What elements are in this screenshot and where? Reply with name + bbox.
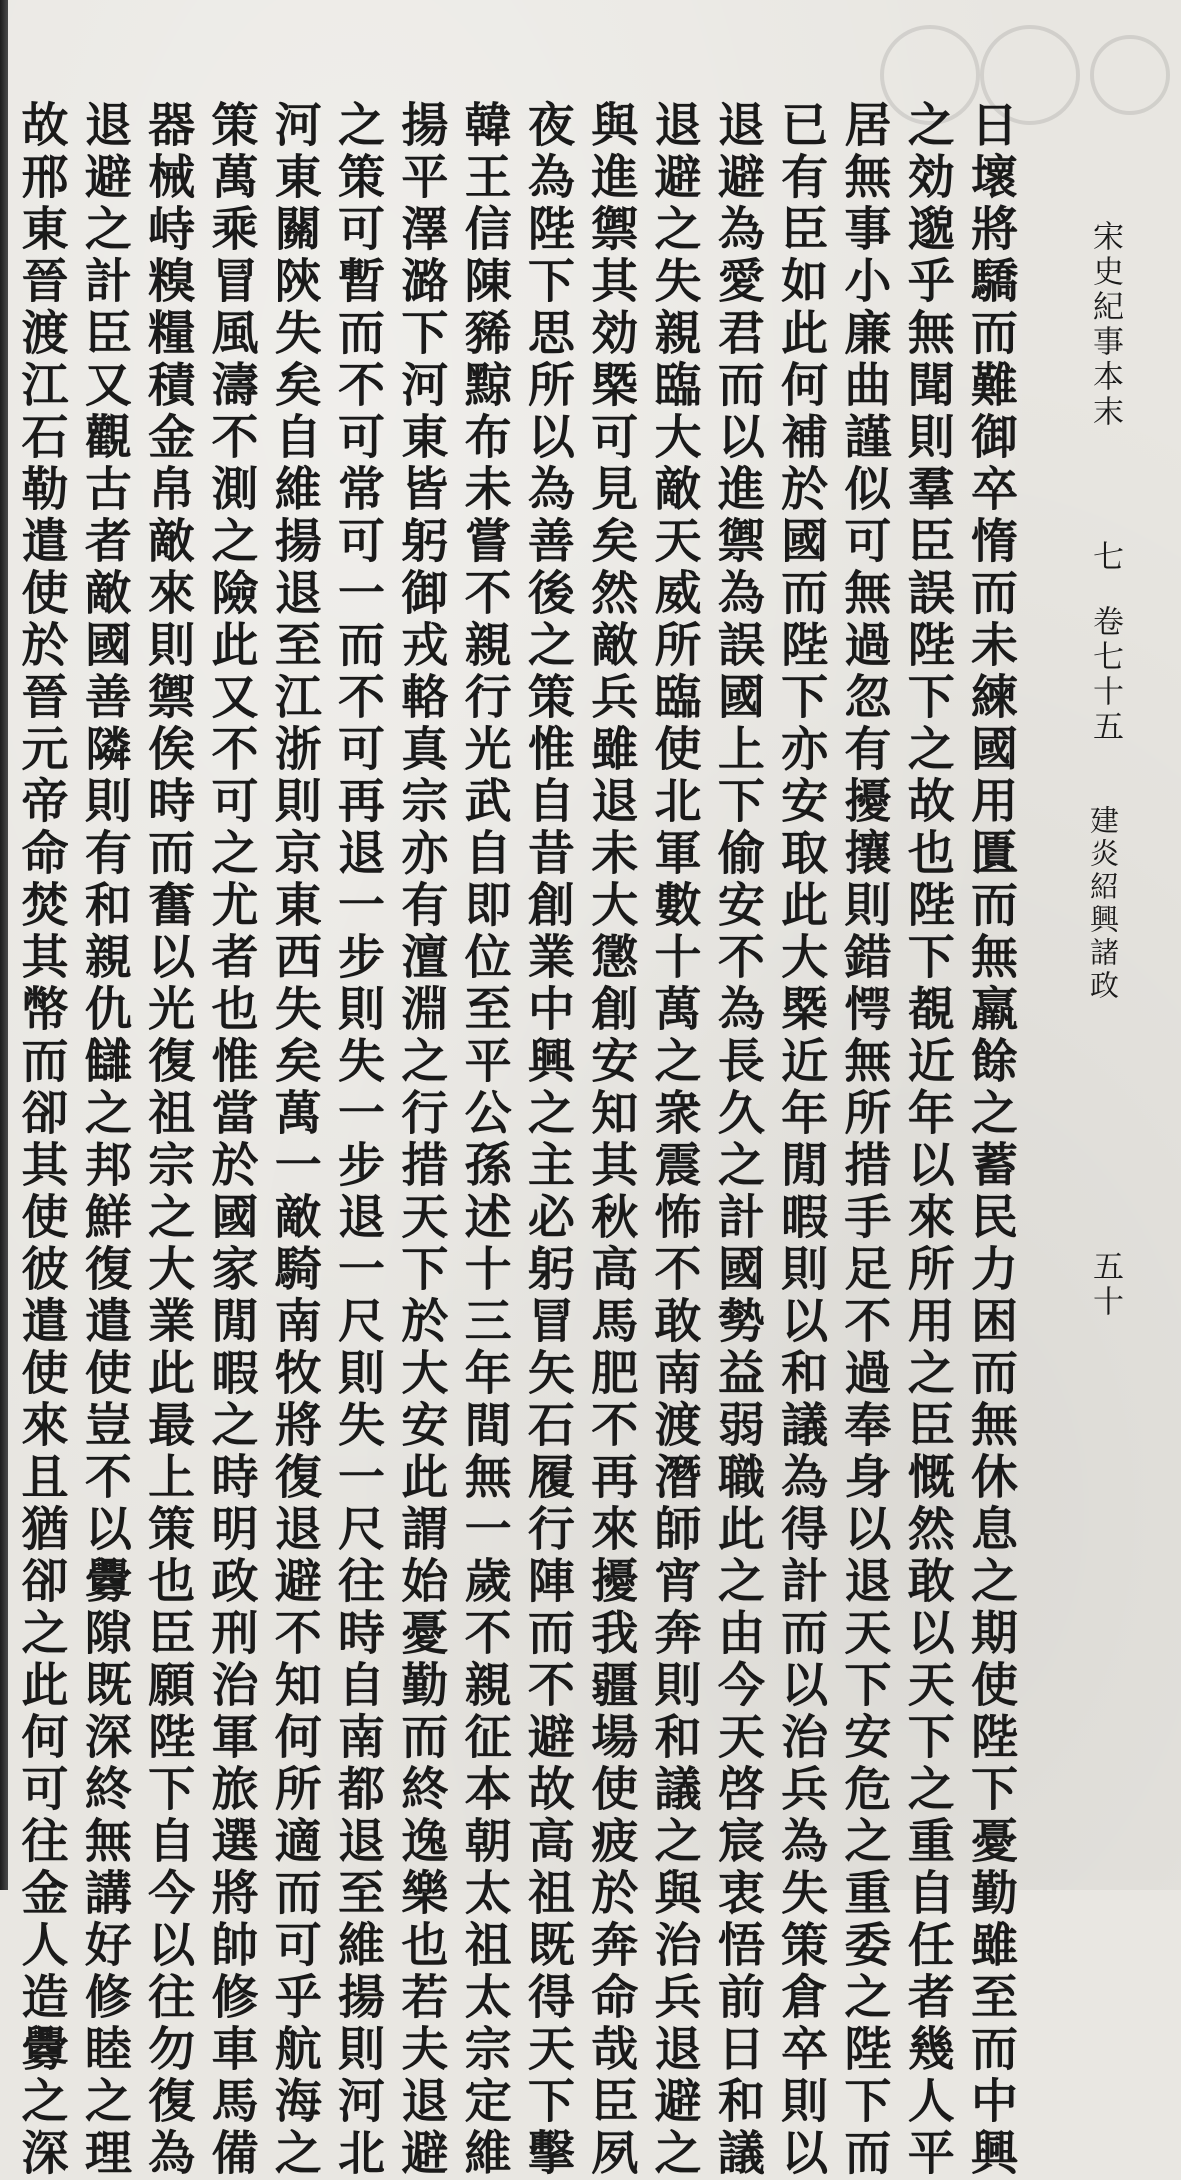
text-column: 河東關陝失矣自維揚退至江浙則京東西失矣萬一敵騎南牧將復退避不知何所適而可乎航海之 xyxy=(266,100,322,2180)
text-column: 與進禦其効槩可見矣然敵兵雖退未大懲創安知其秋高馬肥不再來擾我疆場使疲於奔命哉臣夙 xyxy=(583,100,639,2180)
text-column: 已有臣如此何補於國而陛下亦安取此大槩近年閒暇則以和議為得計而以治兵為失策倉卒則以 xyxy=(773,100,829,2180)
text-column: 夜為陛下思所以為善後之策惟自昔創業中興之主必躬冒矢石履行陣而不避故高祖既得天下擊 xyxy=(519,100,575,2180)
text-column: 之効邈乎無聞則羣臣誤陛下之故也陛下覩近年以來所用之臣慨然敢以天下之重自任者幾人平 xyxy=(899,100,955,2180)
running-header xyxy=(1075,200,1135,1500)
section-subject: 建炎紹興諸政 xyxy=(1086,805,1120,1003)
main-text-body xyxy=(13,100,1022,2180)
page-number: 五十 xyxy=(1087,1250,1123,1320)
book-title: 宋史紀事本末 xyxy=(1087,220,1123,430)
text-column: 策萬乘冒風濤不測之險此又不可之尤者也惟當於國家閒暇之時明政刑治軍旅選將帥修車馬備 xyxy=(203,100,259,2180)
text-column: 揚平澤潞下河東皆躬御戎輅真宗亦有澶淵之行措天下於大安此謂始憂勤而終逸樂也若夫退避 xyxy=(393,100,449,2180)
text-column: 退避之計臣又觀古者敵國善隣則有和親仇讎之邦鮮復遣使豈不以釁隙既深終無講好修睦之理 xyxy=(76,100,132,2180)
volume-number: 七 xyxy=(1087,540,1123,575)
text-column: 器械峙糗糧積金帛敵來則禦俟時而奮以光復祖宗之大業此最上策也臣願陛下自今以往勿復為 xyxy=(140,100,196,2180)
text-column: 退避之失親臨大敵天威所臨使北軍數十萬之衆震怖不敢南渡潛師宵奔則和議之與治兵退避之 xyxy=(646,100,702,2180)
text-column: 退避為愛君而以進禦為誤國上下偷安不為長久之計國勢益弱職此之由今天啓宸衷悟前日和議 xyxy=(709,100,765,2180)
text-column: 故邢東晉渡江石勒遣使於晉元帝命焚其幣而卻其使彼遣使來且猶卻之此何可往金人造釁之深 xyxy=(13,100,69,2180)
text-column: 居無事小廉曲謹似可無過忽有擾攘則錯愕無所措手足不過奉身以退天下安危之重委之陛下而 xyxy=(836,100,892,2180)
text-column: 韓王信陳豨黥布未嘗不親行光武自即位至平公孫述十三年間無一歲不親征本朝太祖太宗定維 xyxy=(456,100,512,2180)
text-column: 日壞將驕而難御卒惰而未練國用匱而無羸餘之蓄民力困而無休息之期使陛下憂勤雖至而中興 xyxy=(963,100,1018,2180)
juan-number: 卷七十五 xyxy=(1087,605,1123,745)
page-binding-edge xyxy=(0,0,8,1890)
text-column: 之策可暫而不可常可一而不可再退一步則失一步退一尺則失一尺往時自南都退至維揚則河北 xyxy=(330,100,386,2180)
